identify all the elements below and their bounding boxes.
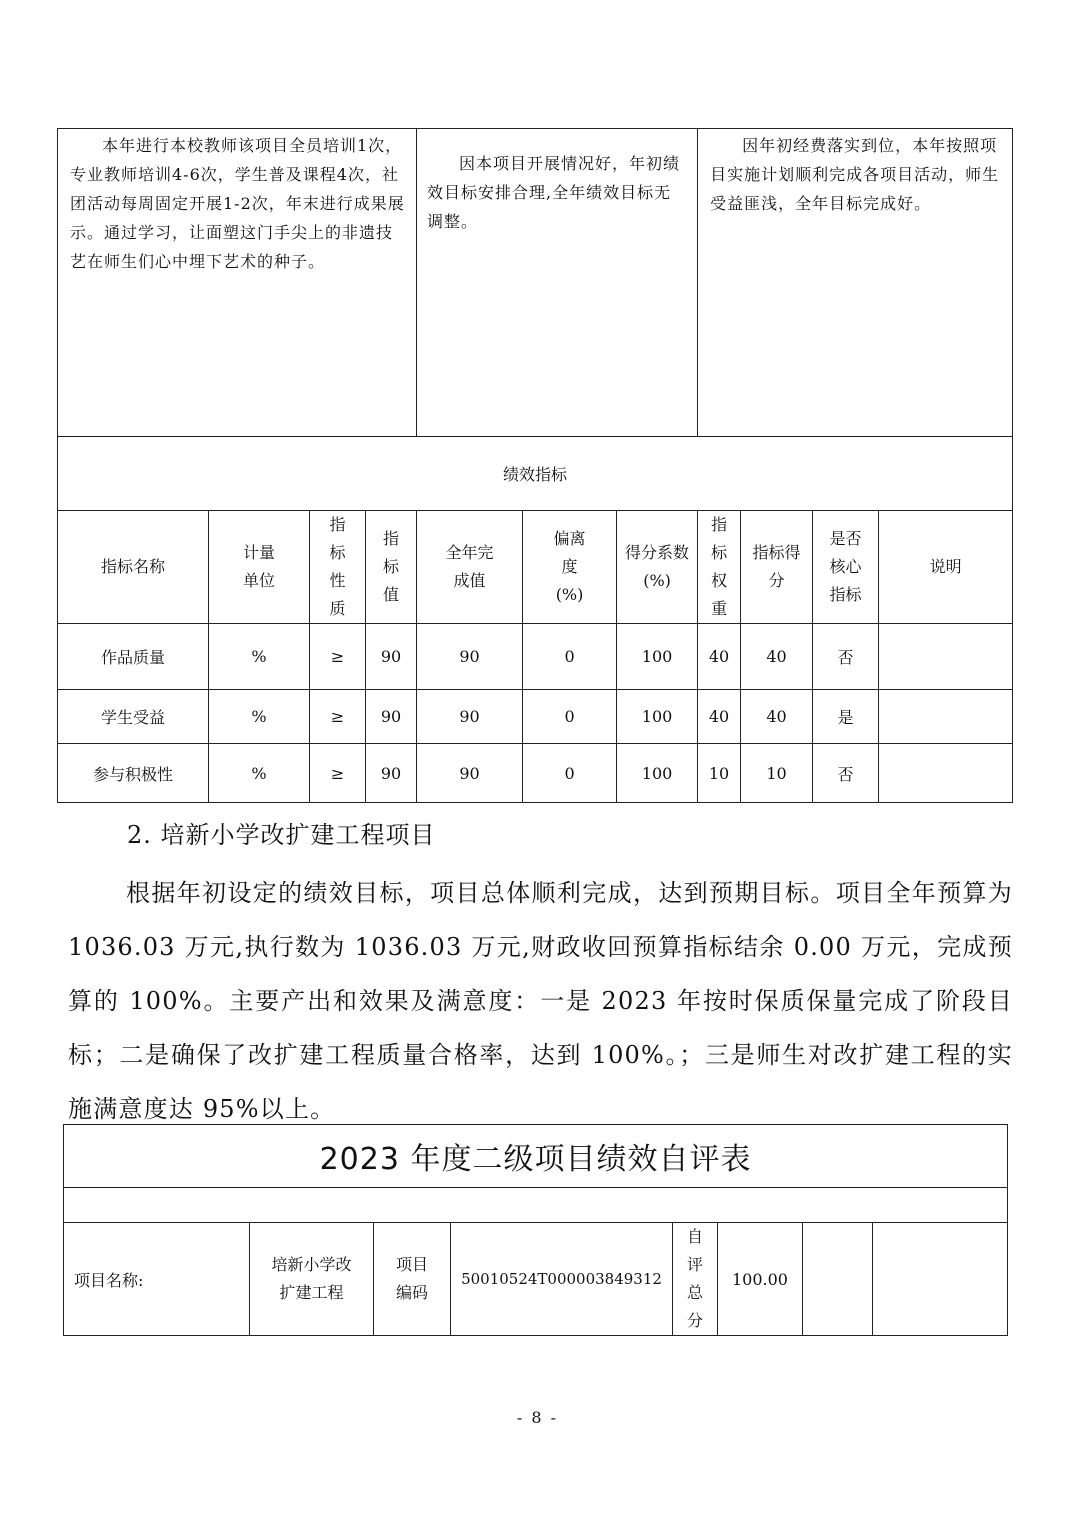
header-cell: 指标值 — [366, 511, 417, 624]
table-cell: 学生受益 — [58, 690, 209, 744]
table-cell: 0 — [523, 744, 617, 803]
table-cell: 否 — [813, 624, 879, 690]
header-cell: 全年完成值 — [417, 511, 523, 624]
table-cell: 100 — [617, 744, 698, 803]
header-cell: 指标性质 — [310, 511, 366, 624]
table-cell: 否 — [813, 744, 879, 803]
table-cell: ≥ — [310, 690, 366, 744]
table-cell: 作品质量 — [58, 624, 209, 690]
table-cell: 40 — [741, 690, 813, 744]
project-name-label: 项目名称: — [64, 1223, 250, 1336]
project-code: 50010524T000003849312 — [451, 1223, 673, 1336]
table-cell: % — [209, 624, 310, 690]
table-cell: 90 — [366, 744, 417, 803]
form-title: 2023 年度二级项目绩效自评表 — [64, 1125, 1008, 1188]
self-evaluation-table — [63, 1124, 1008, 1336]
desc-cell-2 — [417, 129, 698, 437]
table-cell: 100 — [617, 690, 698, 744]
table-cell: % — [209, 690, 310, 744]
empty-cell — [803, 1223, 873, 1336]
header-cell: 偏离度(%) — [523, 511, 617, 624]
section-heading: 2. 培新小学改扩建工程项目 — [127, 821, 436, 849]
table-cell: 参与积极性 — [58, 744, 209, 803]
table-cell: ≥ — [310, 744, 366, 803]
table-cell: 0 — [523, 624, 617, 690]
table-cell: 90 — [417, 624, 523, 690]
table-cell: 40 — [698, 624, 741, 690]
header-cell: 计量单位 — [209, 511, 310, 624]
table-row — [58, 690, 1013, 744]
project-code-label: 项目编码 — [374, 1223, 451, 1336]
table-row — [58, 624, 1013, 690]
table-cell — [879, 744, 1013, 803]
desc-text-1: 本年进行本校教师该项目全员培训1次，专业教师培训4-6次，学生普及课程4次，社团活动每周固定开展1-2次，年末进行成果展示。通过学习，让面塑这门手尖上的非遗技艺在师生们心中埋下艺术的种子。 — [70, 136, 405, 271]
project-info-row — [64, 1223, 1008, 1336]
table-cell: 90 — [366, 690, 417, 744]
performance-table — [57, 128, 1013, 803]
header-cell: 指标名称 — [58, 511, 209, 624]
project-name: 培新小学改扩建工程 — [250, 1223, 374, 1336]
table-cell — [879, 624, 1013, 690]
table-cell: 0 — [523, 690, 617, 744]
header-cell: 说明 — [879, 511, 1013, 624]
table-cell: 90 — [417, 744, 523, 803]
empty-cell — [873, 1223, 1008, 1336]
page-number: - 8 - — [516, 1408, 559, 1427]
table-cell: 10 — [741, 744, 813, 803]
table-cell: 90 — [417, 690, 523, 744]
header-cell: 指标权重 — [698, 511, 741, 624]
table-cell: ≥ — [310, 624, 366, 690]
table-cell: 40 — [698, 690, 741, 744]
table-cell: 90 — [366, 624, 417, 690]
desc-cell-1 — [58, 129, 417, 437]
header-row — [58, 511, 1013, 624]
table-cell: 40 — [741, 624, 813, 690]
table-cell — [879, 690, 1013, 744]
header-cell: 指标得分 — [741, 511, 813, 624]
table-cell: 10 — [698, 744, 741, 803]
desc-text-3: 因年初经费落实到位，本年按照项目实施计划顺利完成各项目活动，师生受益匪浅，全年目标完成好。 — [710, 136, 1000, 213]
header-cell: 得分系数(%) — [617, 511, 698, 624]
table-cell: 100 — [617, 624, 698, 690]
table-cell: 是 — [813, 690, 879, 744]
table-row — [58, 744, 1013, 803]
section-title: 绩效指标 — [58, 437, 1013, 511]
table-cell: % — [209, 744, 310, 803]
self-score: 100.00 — [718, 1223, 803, 1336]
desc-text-2: 因本项目开展情况好，年初绩效目标安排合理,全年绩效目标无调整。 — [427, 154, 681, 231]
section-paragraph: 根据年初设定的绩效目标，项目总体顺利完成，达到预期目标。项目全年预算为 1036.03 万元,执行数为 1036.03 万元,财政收回预算指标结余 0.00 万元，完成预算的 100%。主要产出和效果及满意度：一是 2023 年按时保质保量完成了阶段目标；二是确保了改扩建工程质量合格率，达到 100%。；三是师生对改扩建工程的实施满意度达 95%以上。 — [68, 879, 1013, 1123]
header-cell: 是否核心指标 — [813, 511, 879, 624]
desc-cell-3 — [698, 129, 1013, 437]
self-score-label: 自评总分 — [673, 1223, 718, 1336]
blank-row — [64, 1188, 1008, 1223]
